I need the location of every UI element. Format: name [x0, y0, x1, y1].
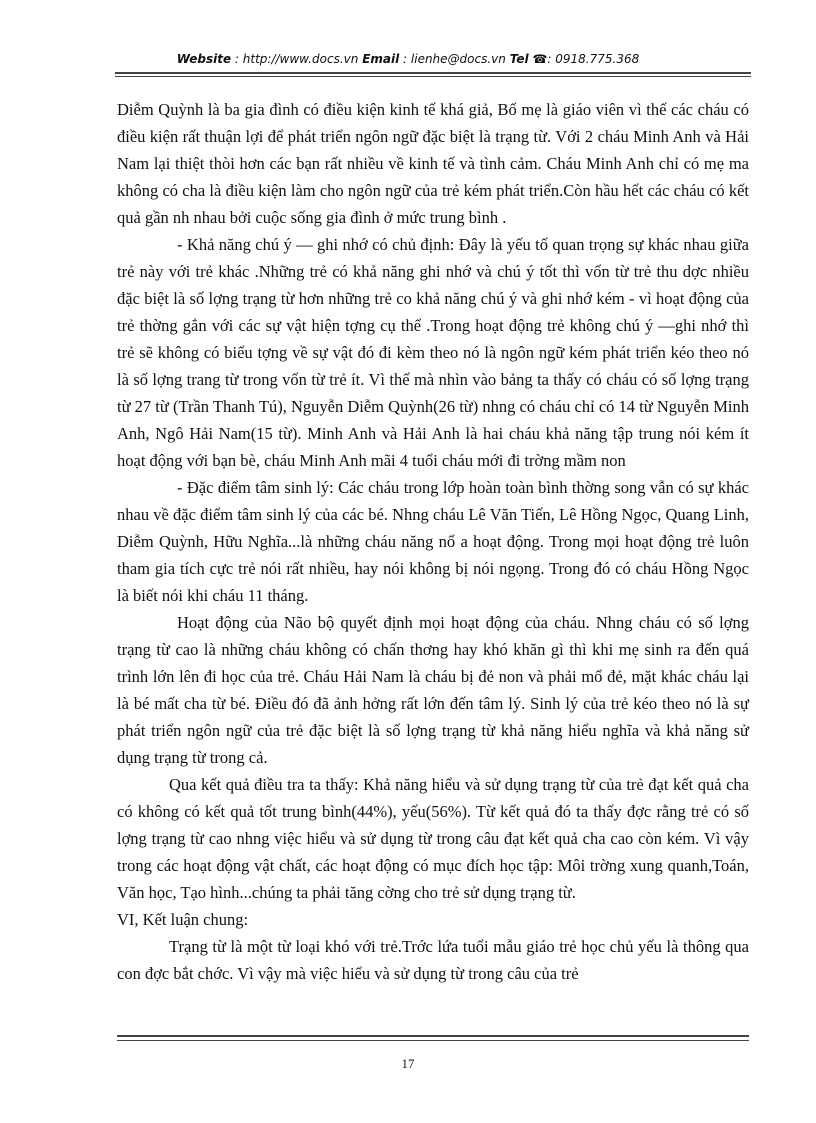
paragraph: - Đặc điểm tâm sinh lý: Các cháu trong lớp hoàn toàn bình thờng song vẫn có sự khác nhau về đặc điểm tâm sinh lý của các bé. Nhng cháu Lê Văn Tiến, Lê Hồng Ngọc, Quang Linh, Diễm Quỳnh, Hữu Nghĩa...là những cháu năng nổ a hoạt động. Trong mọi hoạt động trẻ luôn tham gia tích cực trẻ nói rất nhiều, hay nói không bị nói ngọng. Trong đó có cháu Hồng Ngọc là biết nói khi cháu 11 tháng.: [117, 478, 749, 605]
page-header: [0, 52, 816, 66]
tel-value: : 0918.775.368: [547, 52, 640, 66]
footer-rule-thin: [117, 1040, 749, 1041]
header-rule-thin: [115, 76, 751, 77]
paragraph: Trạng từ là một từ loại khó với trẻ.Trớc lứa tuổi mẫu giáo trẻ học chủ yếu là thông qua con đợc bắt chớc. Vì vậy mà việc hiểu và sử dụng từ trong câu của trẻ: [117, 937, 749, 983]
email-value: : lienhe@docs.vn: [403, 52, 506, 66]
paragraph: - Khả năng chú ý — ghi nhớ có chủ định: Đây là yếu tố quan trọng sự khác nhau giữa trẻ này với trẻ khác .Những trẻ có khả năng ghi nhớ và chú ý tốt thì vốn từ trẻ thu dợc nhiều đặc biệt là số lợng trạng từ hơn những trẻ co khả năng chú ý và ghi nhớ kém - vì hoạt động của trẻ thờng gắn với các sự vật hiện tợng cụ thể .Trong hoạt động trẻ không chú ý —ghi nhớ thì trẻ sẽ không có biểu tợng về sự vật đó đi kèm theo nó là ngôn ngữ kém phát triển kéo theo nó là số lợng trang từ trong vốn từ trẻ ít. Vì thế mà nhìn vào bảng ta thấy có cháu có số lợng trạng từ 27 từ (Trần Thanh Tú), Nguyễn Diễm Quỳnh(26 từ) nhng có cháu chỉ có 14 từ Nguyễn Minh Anh, Ngô Hải Nam(15 từ). Minh Anh và Hải Anh là hai cháu khả năng tập trung nói kém ít hoạt động với bạn bè, cháu Minh Anh mãi 4 tuổi cháu mới đi trờng mầm non: [117, 235, 749, 470]
tel-label: Tel: [509, 52, 529, 66]
document-body: [117, 96, 749, 987]
header-rule: [115, 72, 751, 74]
website-value: : http://www.docs.vn: [234, 52, 359, 66]
section-heading: VI, Kết luận chung:: [117, 910, 249, 929]
paragraph: Diễm Quỳnh là ba gia đình có điều kiện kinh tế khá giả, Bố mẹ là giáo viên vì thế các cháu có điều kiện rất thuận lợi để phát triển ngôn ngữ đặc biệt là trạng từ. Với 2 cháu Minh Anh và Hải Nam lại thiệt thòi hơn các bạn rất nhiều về kinh tế và tình cảm. Cháu Minh Anh chỉ có mẹ ma không có cha là điều kiện làm cho ngôn ngữ của trẻ kém phát triển.Còn hầu hết các cháu có kết quả gần nh nhau bởi cuộc sống gia đình ở mức trung bình .: [117, 100, 749, 227]
email-label: Email: [362, 52, 400, 66]
footer-rule: [117, 1035, 749, 1037]
website-label: Website: [176, 52, 232, 66]
phone-icon: ☎: [532, 52, 548, 66]
page-number: 17: [401, 1056, 415, 1071]
paragraph: Qua kết quả điều tra ta thấy: Khả năng hiểu và sử dụng trạng từ của trẻ đạt kết quả cha có không có kết quả tốt trung bình(44%), yếu(56%). Từ kết quả đó ta thấy đợc rằng trẻ có số lợng trạng từ cao nhng việc hiểu và sử dụng từ trong câu đạt kết quả cha cao còn kém. Vì vậy trong các hoạt động vật chất, các hoạt động có mục đích học tập: Môi trờng xung quanh,Toán, Văn học, Tạo hình...chúng ta phải tăng cờng cho trẻ sử dụng trạng từ.: [117, 775, 749, 902]
paragraph: Hoạt động của Não bộ quyết định mọi hoạt động của cháu. Nhng cháu có số lợng trạng từ cao là những cháu không có chấn thơng hay khó khăn gì thì khi mẹ sinh ra đến quá trình lớn lên đi học của trẻ. Cháu Hải Nam là cháu bị đẻ non và phải mổ đẻ, mặt khác cháu lại là bé mất cha từ bé. Điều đó đã ảnh hởng rất lớn đến tâm lý. Sinh lý của trẻ kéo theo nó là sự phát triển ngôn ngữ của trẻ đặc biệt là số lợng trạng từ khả năng hiểu nghĩa và khả năng sử dụng trạng từ trong cả.: [117, 613, 749, 767]
